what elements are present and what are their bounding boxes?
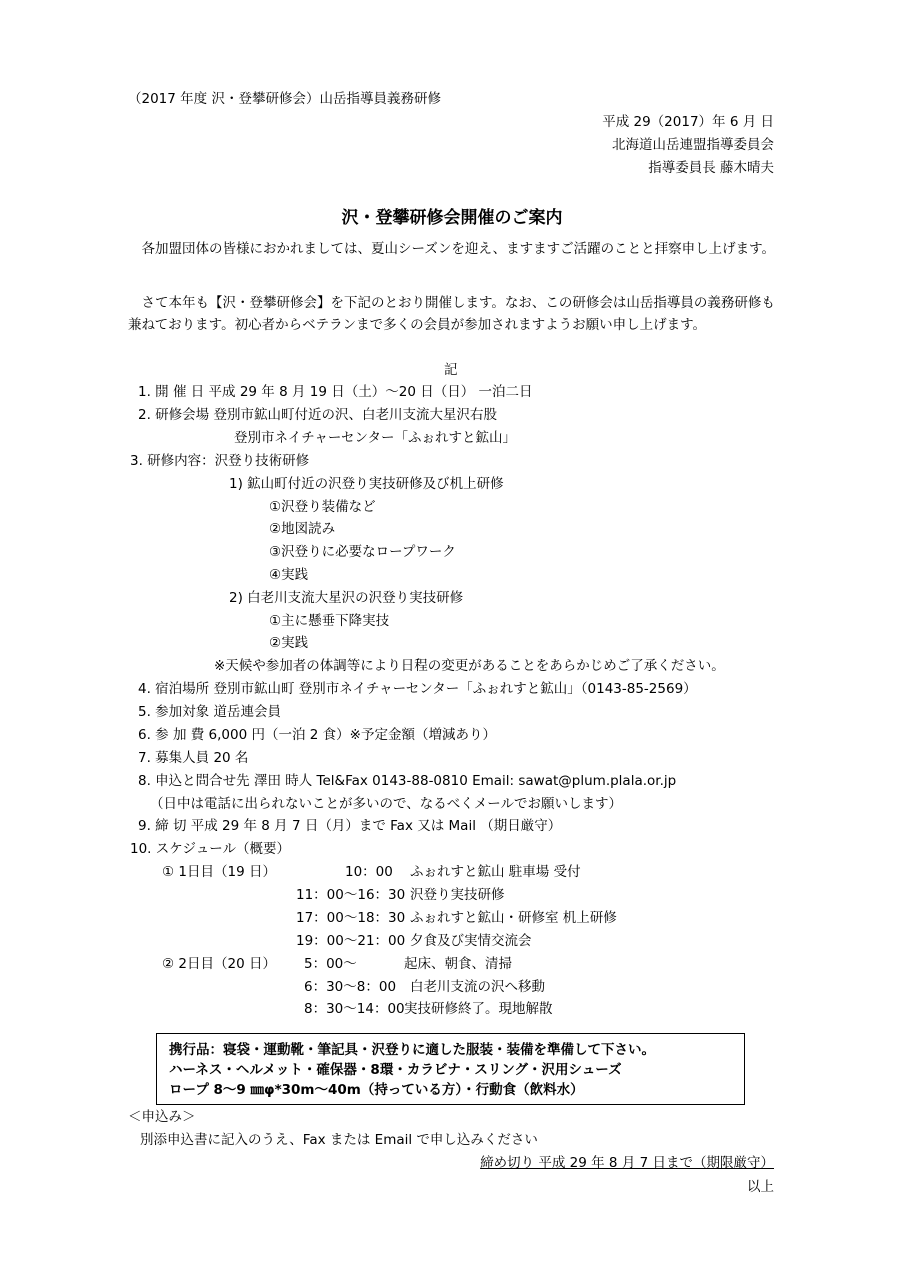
schedule-time: 17：00～18：30 [296, 910, 406, 926]
contact-note: （日中は電話に出られないことが多いので、なるべくメールでお願いします） [150, 796, 622, 812]
issue-date: 平成 29（2017）年 6 月 日 [602, 114, 774, 130]
item-venue-2: 登別市ネイチャーセンター「ふぉれすと鉱山」 [234, 430, 517, 446]
document-title: 沢・登攀研修会開催のご案内 [341, 208, 563, 228]
schedule-time: 19：00～21：00 [296, 933, 406, 949]
schedule-desc: ふぉれすと鉱山・研修室 机上研修 [410, 910, 617, 926]
schedule-desc: ふぉれすと鉱山 駐車場 受付 [410, 864, 581, 880]
content-1d: ④実践 [269, 567, 309, 583]
day1-label: ① 1日目（19 日） [162, 864, 276, 880]
item-date: 1. 開 催 日 平成 29 年 8 月 19 日（土）～20 日（日） 一泊二日 [138, 384, 533, 400]
item-fee: 6. 参 加 費 6,000 円（一泊 2 食）※予定金額（増減あり） [138, 727, 496, 743]
schedule-desc: 起床、朝食、清掃 [404, 956, 512, 972]
schedule-desc: 白老川支流の沢へ移動 [410, 979, 545, 995]
content-1c: ③沢登りに必要なロープワーク [269, 544, 456, 560]
content-2b: ②実践 [269, 635, 309, 651]
intro-paragraph-2: さて本年も【沢・登攀研修会】を下記のとおり開催します。なお、この研修会は山岳指導員の義務研修も兼ねております。初心者からベテランまで多くの会員が参加されますようお願い申し上げます。 [128, 295, 775, 333]
item-venue: 2. 研修会場 登別市鉱山町付近の沢、白老川支流大星沢右股 [138, 407, 497, 423]
schedule-time: 8：30～14：00 [304, 1001, 405, 1017]
schedule-desc: 実技研修終了。現地解散 [404, 1001, 553, 1017]
item-contact: 8. 申込と問合せ先 澤田 時人 Tel&Fax 0143-88-0810 Email: sawat@plum.plala.or.jp [138, 773, 677, 789]
chairperson: 指導委員長 藤木晴夫 [648, 160, 774, 176]
content-1: 1) 鉱山町付近の沢登り実技研修及び机上研修 [229, 476, 504, 492]
schedule-time: 10：00 [345, 864, 393, 880]
course-label: （2017 年度 沢・登攀研修会）山岳指導員義務研修 [128, 91, 441, 107]
content-1b: ②地図読み [269, 521, 336, 537]
schedule-time: 6：30～8：00 [304, 979, 397, 995]
schedule-time: 11：00～16：30 [296, 887, 406, 903]
weather-note: ※天候や参加者の体調等により日程の変更があることをあらかじめご了承ください。 [214, 658, 725, 674]
content-1a: ①沢登り装備など [269, 499, 376, 515]
application-deadline: 締め切り 平成 29 年 8 月 7 日まで（期限厳守） [480, 1155, 774, 1171]
item-content: 3. 研修内容：沢登り技術研修 [130, 453, 310, 469]
content-2a: ①主に懸垂下降実技 [269, 613, 390, 629]
content-2: 2) 白老川支流大星沢の沢登り実技研修 [229, 590, 464, 606]
schedule-desc: 沢登り実技研修 [410, 887, 505, 903]
equipment-box [156, 1033, 745, 1105]
item-capacity: 7. 募集人員 20 名 [138, 750, 249, 766]
item-lodging: 4. 宿泊場所 登別市鉱山町 登別市ネイチャーセンター「ふぉれすと鉱山」（0143-85-2569） [138, 681, 697, 697]
end-mark: 以上 [747, 1179, 774, 1195]
item-target: 5. 参加対象 道岳連会員 [138, 704, 281, 720]
organization: 北海道山岳連盟指導委員会 [612, 137, 774, 153]
equipment-line-2: ハーネス・ヘルメット・確保器・8環・カラビナ・スリング・沢用シューズ [169, 1062, 622, 1078]
application-text: 別添申込書に記入のうえ、Fax または Email で申し込みください [140, 1132, 538, 1148]
item-schedule: 10. スケジュール（概要） [130, 841, 290, 857]
intro-paragraph-1: 各加盟団体の皆様におかれましては、夏山シーズンを迎え、ますますご活躍のことと拝察申し上げます。 [141, 241, 776, 257]
ki-mark: 記 [444, 362, 458, 378]
schedule-time: 5：00～ [304, 956, 357, 972]
schedule-desc: 夕食及び実情交流会 [410, 933, 532, 949]
equipment-line-1: 携行品：寝袋・運動靴・筆記具・沢登りに適した服装・装備を準備して下さい。 [169, 1042, 655, 1058]
equipment-line-3: ロープ 8～9 ㎜φ*30m～40m（持っている方）・行動食（飲料水） [169, 1082, 584, 1098]
day2-label: ② 2日目（20 日） [162, 956, 276, 972]
application-heading: ＜申込み＞ [128, 1109, 196, 1125]
item-deadline: 9. 締 切 平成 29 年 8 月 7 日（月）まで Fax 又は Mail （期日厳守） [138, 818, 562, 834]
